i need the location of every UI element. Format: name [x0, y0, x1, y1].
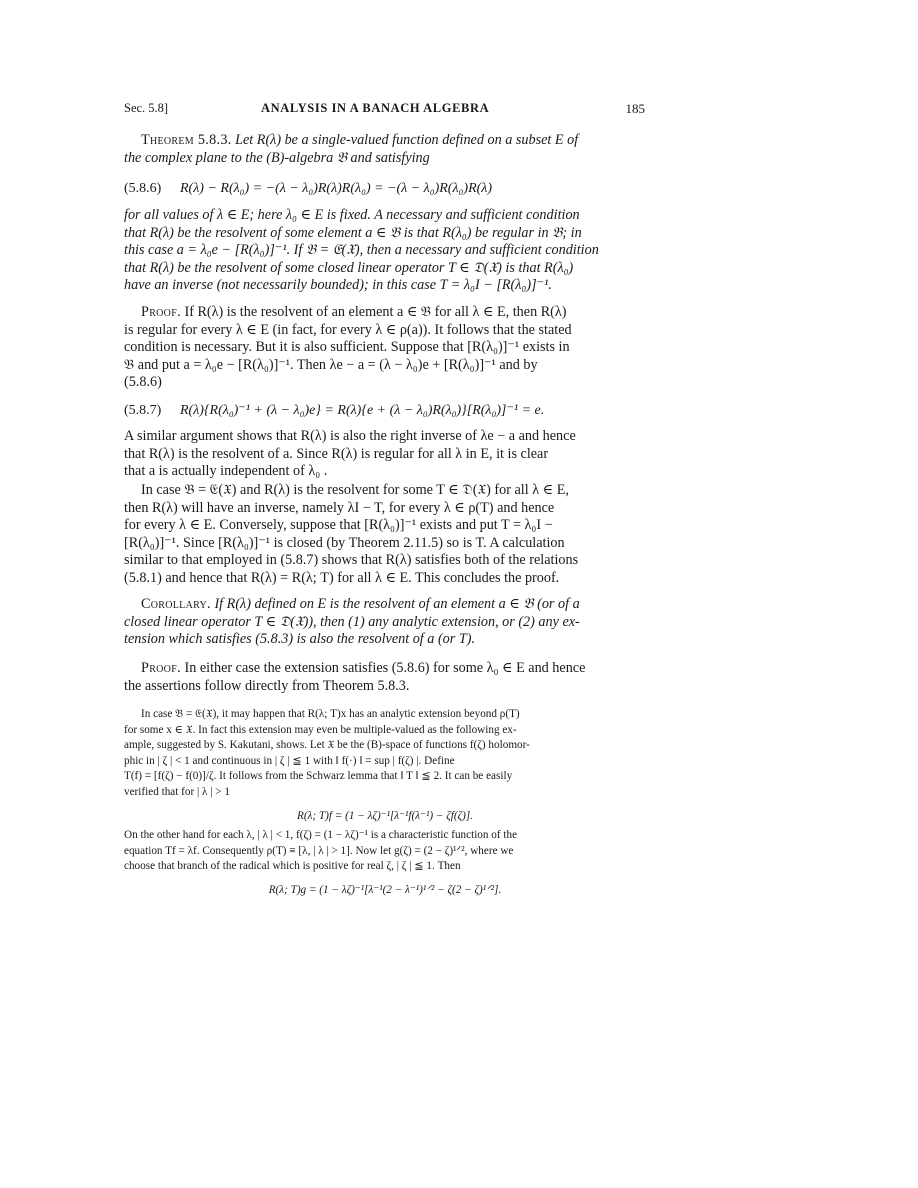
- proof-line: 𝔅 and put a = λ₀e − [R(λ₀)]⁻¹. Then λe − a = (λ − λ₀)e + [R(λ₀)]⁻¹ and by: [124, 356, 538, 373]
- remark-line: phic in | ζ | < 1 and continuous in | ζ | ≦ 1 with ‖ f(·) ‖ = sup | f(ζ) |. Define: [124, 754, 455, 767]
- text-line: for every λ ∈ E. Conversely, suppose that [R(λ₀)]⁻¹ exists and put T = λ₀I −: [124, 517, 553, 534]
- corollary-line: closed linear operator T ∈ 𝔇(𝔛)), then (1) any analytic extension, or (2) any ex-: [124, 613, 580, 630]
- equation-body: R(λ; T)f = (1 − λζ)⁻¹[λ⁻¹f(λ⁻¹) − ζf(ζ)].: [297, 810, 473, 822]
- theorem-cont-line: that R(λ) be the resolvent of some closed linear operator T ∈ 𝔇(𝔛) is that R(λ₀): [124, 259, 574, 276]
- text-line: that R(λ) is the resolvent of a. Since R(λ) is regular for all λ in E, it is clear: [124, 445, 549, 462]
- theorem-cont-line: this case a = λ₀e − [R(λ₀)]⁻¹. If 𝔅 = 𝔈(𝔛), then a necessary and sufficient condition: [124, 242, 599, 259]
- theorem-cont-line: that R(λ) be the resolvent of some element a ∈ 𝔅 is that R(λ₀) be regular in 𝔅; in: [124, 224, 582, 241]
- proof-line: Proof. If R(λ) is the resolvent of an element a ∈ 𝔅 for all λ ∈ E, then R(λ): [141, 304, 567, 320]
- equation-body: R(λ) − R(λ₀) = −(λ − λ₀)R(λ)R(λ₀) = −(λ − λ₀)R(λ₀)R(λ): [180, 181, 493, 196]
- equation-5-8-6: [124, 180, 646, 198]
- proof-line: (5.8.6): [124, 374, 162, 391]
- corollary-line: tension which satisfies (5.8.3) is also the resolvent of a (or T).: [124, 631, 475, 648]
- remark-line: verified that for | λ | > 1: [124, 785, 230, 798]
- proof-line: the assertions follow directly from Theorem 5.8.3.: [124, 677, 410, 694]
- paragraph-3: [124, 482, 646, 588]
- equation-tag: (5.8.6): [124, 181, 162, 196]
- remark-line: ample, suggested by S. Kakutani, shows. Let 𝔛 be the (B)-space of functions f(ζ) holomor-: [124, 739, 530, 752]
- theorem-cont-line: have an inverse (not necessarily bounded); in this case T = λ₀I − [R(λ₀)]⁻¹.: [124, 277, 552, 294]
- theorem-continuation: [124, 207, 646, 295]
- text-line: In case 𝔅 = 𝔈(𝔛) and R(λ) is the resolvent for some T ∈ 𝔇(𝔛) for all λ ∈ E,: [141, 482, 569, 498]
- proof-line: is regular for every λ ∈ E (in fact, for every λ ∈ ρ(a)). It follows that the stated: [124, 321, 572, 338]
- page-number: 185: [625, 101, 645, 116]
- equation-body: R(λ; T)g = (1 − λζ)⁻¹[λ⁻¹(2 − λ⁻¹)¹ᐟ² − ζ(2 − ζ)¹ᐟ²].: [268, 884, 502, 896]
- corollary-line: Corollary. If R(λ) defined on E is the resolvent of an element a ∈ 𝔅 (or of a: [141, 596, 580, 612]
- proof-label: Proof.: [141, 304, 181, 320]
- remark-small-print: [124, 707, 646, 801]
- proof-paragraph-2: [124, 660, 646, 695]
- remark-line: In case 𝔅 = 𝔈(𝔛), it may happen that R(λ; T)x has an analytic extension beyond ρ(T): [141, 708, 520, 720]
- remark-line: T(f) = [f(ζ) − f(0)]/ζ. It follows from the Schwarz lemma that ‖ T ‖ ≦ 2. It can be easily: [124, 770, 513, 783]
- section-ref: Sec. 5.8]: [124, 101, 169, 115]
- equation-body: R(λ){R(λ₀)⁻¹ + (λ − λ₀)e} = R(λ){e + (λ − λ₀)R(λ₀)}[R(λ₀)]⁻¹ = e.: [180, 403, 545, 418]
- proof-line: condition is necessary. But it is also sufficient. Suppose that [R(λ₀)]⁻¹ exists in: [124, 339, 570, 356]
- proof-label: Proof.: [141, 660, 181, 676]
- proof-line: Proof. In either case the extension satisfies (5.8.6) for some λ₀ ∈ E and hence: [141, 660, 586, 676]
- text-line: A similar argument shows that R(λ) is also the right inverse of λe − a and hence: [124, 428, 576, 444]
- text-line: (5.8.1) and hence that R(λ) = R(λ; T) for all λ ∈ E. This concludes the proof.: [124, 569, 560, 586]
- corollary-label: Corollary.: [141, 596, 211, 612]
- remark-line: for some x ∈ 𝔛. In fact this extension may even be multiple-valued as the following ex-: [124, 723, 517, 736]
- text-line: then R(λ) will have an inverse, namely λI − T, for every λ ∈ ρ(T) and hence: [124, 499, 555, 516]
- equation-tag: (5.8.7): [124, 403, 162, 418]
- chapter-title: ANALYSIS IN A BANACH ALGEBRA: [261, 101, 490, 115]
- remark-line: choose that branch of the radical which is positive for real ζ, | ζ | ≦ 1. Then: [124, 860, 461, 873]
- text-line: that a is actually independent of λ₀ .: [124, 463, 328, 480]
- theorem-line-2: the complex plane to the (B)-algebra 𝔅 and satisfying: [124, 149, 430, 166]
- remark-equation-2: [124, 880, 646, 898]
- theorem-cont-line: for all values of λ ∈ E; here λ₀ ∈ E is fixed. A necessary and sufficient condition: [124, 207, 580, 223]
- remark-line: equation Tf = λf. Consequently ρ(T) ≡ [λ, | λ | > 1]. Now let g(ζ) = (2 − ζ)¹ᐟ², where we: [124, 844, 514, 857]
- remark-line: On the other hand for each λ, | λ | < 1, f(ζ) = (1 − λζ)⁻¹ is a characteristic function of the: [124, 829, 518, 841]
- theorem-statement: [124, 132, 646, 167]
- corollary: [124, 596, 646, 649]
- equation-5-8-7: [124, 402, 646, 420]
- proof-paragraph: [124, 304, 646, 392]
- text-line: [R(λ₀)]⁻¹. Since [R(λ₀)]⁻¹ is closed (by Theorem 2.11.5) so is T. A calculation: [124, 534, 565, 551]
- text-line: similar to that employed in (5.8.7) shows that R(λ) satisfies both of the relations: [124, 552, 579, 569]
- paragraph-2: [124, 428, 646, 481]
- theorem-line-1: Theorem 5.8.3. Let R(λ) be a single-valued function defined on a subset E of: [141, 132, 579, 148]
- remark-small-print-2: [124, 828, 646, 875]
- remark-equation-1: [124, 806, 646, 824]
- running-header: [124, 101, 645, 119]
- theorem-label: Theorem 5.8.3.: [141, 132, 232, 148]
